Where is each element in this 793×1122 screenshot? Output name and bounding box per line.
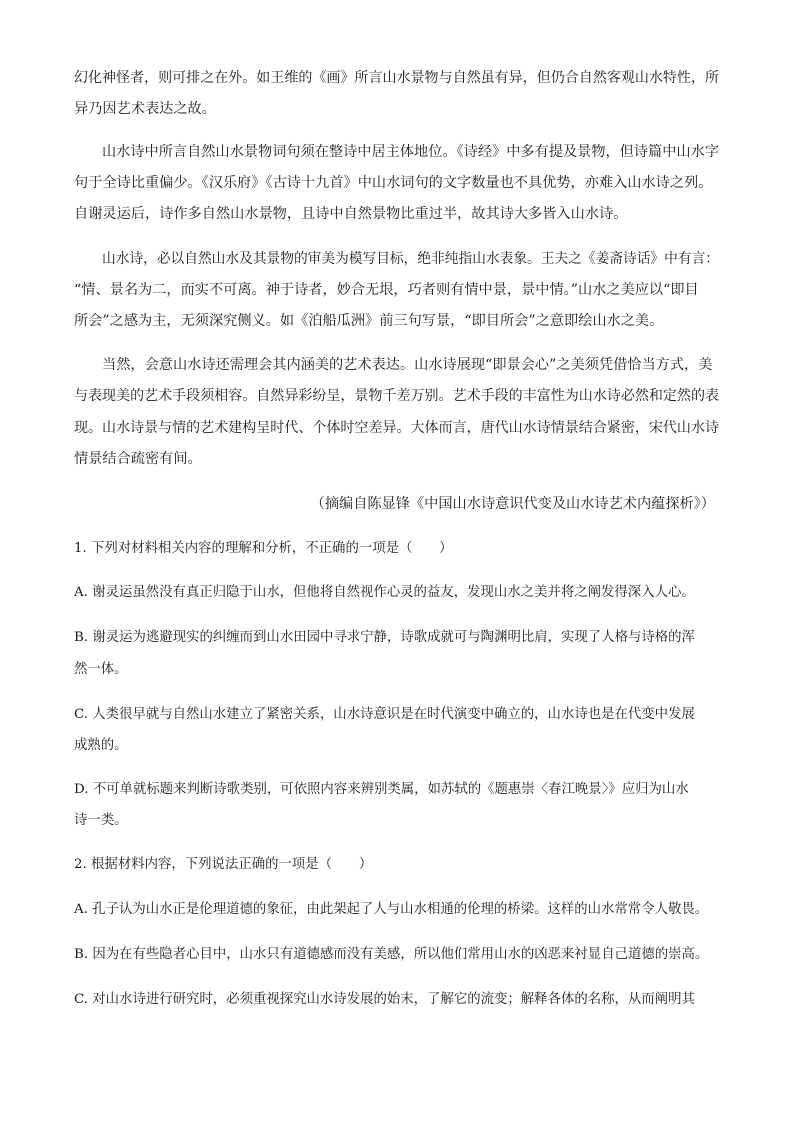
paragraph-3-line-2: “情、景名为二，而实不可离。神于诗者，妙合无垠，巧者则有情中景，景中情。”山水之美应以“即目 <box>74 282 699 298</box>
paragraph-1-line-1: 幻化神怪者，则可排之在外。如王维的《画》所言山水景物与自然虽有异，但仍合自然客观山水特性，所 <box>74 70 720 86</box>
question-1-option-c-line-1: C. 人类很早就与自然山水建立了紧密关系，山水诗意识是在时代演变中确立的，山水诗也是在代变中发展 <box>74 707 695 722</box>
question-2-option-b: B. 因为在有些隐者心目中，山水只有道德感而没有美感，所以他们常用山水的凶恶来衬显自己道德的崇高。 <box>74 947 709 962</box>
question-1-option-c-line-2: 成熟的。 <box>74 738 128 753</box>
paragraph-4-line-2: 与表现美的艺术手段须相容。自然异彩纷呈，景物千差万别。艺术手段的丰富性为山水诗必然和定然的表 <box>74 388 720 404</box>
paragraph-1-line-2: 异乃因艺术表达之故。 <box>74 101 216 117</box>
question-2-option-c-line-1: C. 对山水诗进行研究时，必须重视探究山水诗发展的始末，了解它的流变；解释各体的名称，从而阐明其 <box>74 992 695 1007</box>
question-1-option-d-line-1: D. 不可单就标题来判断诗歌类别，可依照内容来辨别类属，如苏轼的《题惠崇〈春江晚景〉》应归为山水 <box>74 782 689 797</box>
question-1-stem: 1. 下列对材料相关内容的理解和分析，不正确的一项是（ ） <box>74 541 453 556</box>
paragraph-3-line-1: 山水诗，必以自然山水及其景物的审美为模写目标，绝非纯指山水表象。王夫之《姜斋诗话》中有言： <box>102 251 720 267</box>
paragraph-2-line-3: 自谢灵运后，诗作多自然山水景物，且诗中自然景物比重过半，故其诗大多皆入山水诗。 <box>74 206 628 222</box>
paragraph-4-line-4: 情景结合疏密有间。 <box>74 451 202 467</box>
paragraph-3-line-3: 所会”之感为主，无须深究侧义。如《泊船瓜洲》前三句写景，“即目所会”之意即绘山水之美。 <box>74 313 664 329</box>
question-2-stem: 2. 根据材料内容，下列说法正确的一项是（ ） <box>74 857 373 872</box>
question-1-option-a: A. 谢灵运虽然没有真正归隐于山水，但他将自然视作心灵的益友，发现山水之美并将之阐发得深入人心。 <box>74 585 695 600</box>
paragraph-4-line-3: 现。山水诗景与情的艺术建构呈时代、个体时空差异。大体而言，唐代山水诗情景结合紧密，宋代山水诗 <box>74 420 720 436</box>
paragraph-2-line-2: 句于全诗比重偏少。《汉乐府》《古诗十九首》中山水词句的文字数量也不具优势，亦难入山水诗之列。 <box>74 175 713 191</box>
question-1-option-d-line-2: 诗一类。 <box>74 813 128 828</box>
question-1-option-b-line-2: 然一体。 <box>74 662 128 677</box>
source-citation: （摘编自陈显锋《中国山水诗意识代变及山水诗艺术内蕴探析》） <box>310 496 715 512</box>
question-2-option-a: A. 孔子认为山水正是伦理道德的象征，由此架起了人与山水相通的伦理的桥梁。这样的山水常常令人敬畏。 <box>74 902 709 917</box>
paragraph-2-line-1: 山水诗中所言自然山水景物词句须在整诗中居主体地位。《诗经》中多有提及景物，但诗篇中山水字 <box>102 144 719 160</box>
question-1-option-b-line-1: B. 谢灵运为逃避现实的纠缠而到山水田园中寻求宁静，诗歌成就可与陶渊明比肩，实现了人格与诗格的浑 <box>74 630 695 645</box>
paragraph-4-line-1: 当然，会意山水诗还需理会其内涵美的艺术表达。山水诗展现“即景会心”之美须凭借恰当方式，美 <box>102 357 713 373</box>
